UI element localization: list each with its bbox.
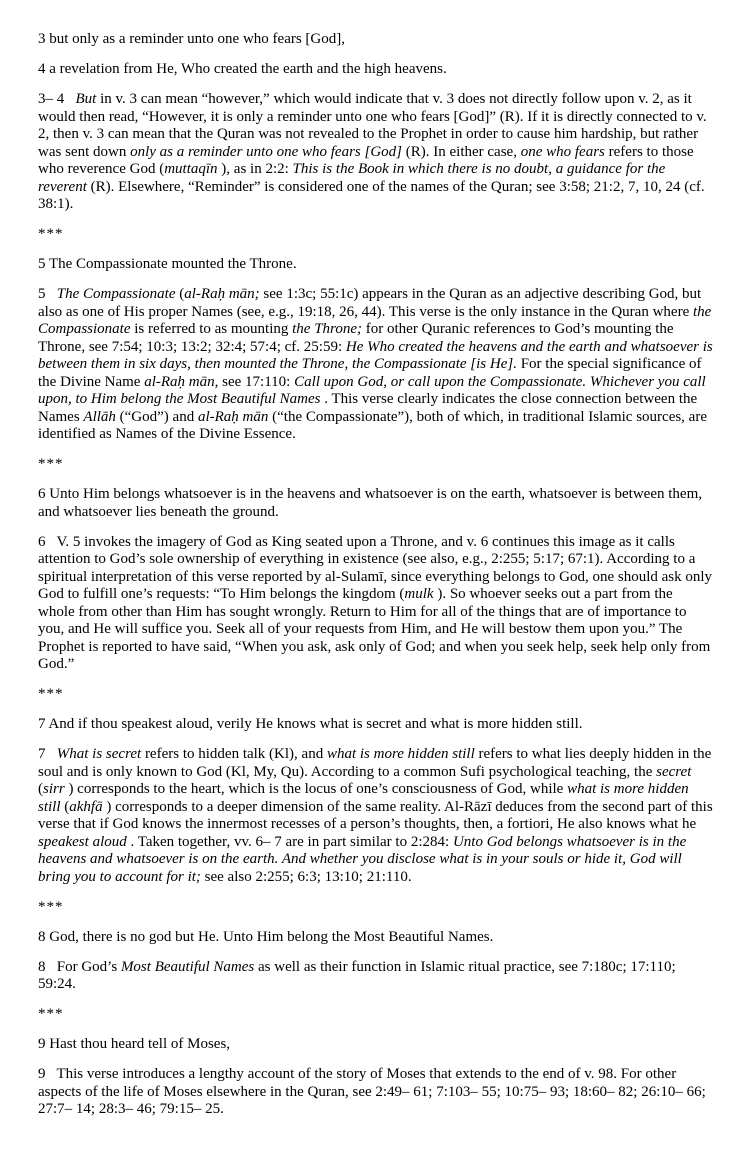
- section-separator: ***: [38, 456, 64, 472]
- text-run: ). So whoever seeks out a part from the whole from other than Him has sought wrongly. Return to Him for all of the things that are of importance to you, and He will suffice you. Seek all of your requests from Him, and He will bestow them upon you.” The Prophet is reported to have said, “When you ask, ask only of God; and when you seek help, seek help only from God.”: [38, 586, 715, 672]
- text-run: see 17:110:: [218, 373, 295, 390]
- italic-run: al-Raḥ mān: [197, 408, 269, 425]
- text-run: 6 Unto Him belongs whatsoever is in the heavens and whatsoever is on the earth, whatsoever is between them, and whatsoever lies beneath the ground.: [38, 486, 706, 520]
- text-run: refers to hidden talk (Kl), and: [141, 746, 327, 762]
- text-run: is referred to as mounting: [130, 321, 293, 337]
- italic-run: what is more hidden still: [38, 781, 693, 815]
- text-run: 8 God, there is no god but He. Unto Him belong the Most Beautiful Names.: [38, 928, 494, 945]
- commentary-paragraph: [38, 286, 717, 444]
- text-run: ) corresponds to the heart, which is the locus of one’s consciousness of God, while: [64, 781, 568, 797]
- text-run: (“the Compassionate”), both of which, in traditional Islamic sources, are identified as Names of the Divine Essence.: [38, 408, 711, 442]
- italic-run: the Throne;: [292, 321, 362, 337]
- italic-run: He Who created the heavens and the earth and whatsoever is between them in six days, then mounted the Throne, the Compassionate [is He].: [38, 338, 717, 372]
- commentary-paragraph: [38, 746, 717, 886]
- text-run: see also 2:255; 6:3; 13:10; 21:110.: [200, 868, 412, 885]
- text-run: in v. 3 can mean “however,” which would indicate that v. 3 does not directly follow upon v. 2, as it would then read, “However, it is only a reminder unto one who fears [God]” (R). If it is directly connected to v. 2, then v. 3 can mean that the Quran was not revealed to the Prophet in order to cause him hardship, but rather was sent down: [38, 91, 711, 160]
- italic-run: speakest aloud: [38, 833, 127, 850]
- text-run: (: [60, 798, 70, 815]
- verse-text: [38, 716, 713, 734]
- verse-text: [38, 256, 713, 274]
- italic-run: Call upon God, or call upon the Compassionate. Whichever you call upon, to Him belong the Most Beautiful Names: [38, 373, 710, 407]
- italic-run: sirr: [43, 781, 65, 797]
- text-run: refers to those who reverence God (: [38, 143, 698, 177]
- text-run: 5 The Compassionate mounted the Throne.: [38, 256, 297, 272]
- italic-run: What is secret: [56, 746, 142, 762]
- text-run: as well as their function in Islamic ritual practice, see 7:180c; 17:110; 59:24.: [38, 958, 680, 992]
- section-separator: ***: [38, 686, 64, 702]
- italic-run: the Compassionate: [38, 303, 716, 337]
- verse-text: [38, 929, 713, 947]
- italic-run: Unto God belongs whatsoever is in the heavens and whatsoever is on the earth. And whether you disclose what is in your souls or hide it, God will bring you to account for it;: [38, 833, 691, 885]
- italic-run: al-Raḥ mān,: [144, 373, 219, 390]
- commentary-paragraph: [38, 533, 716, 674]
- text-run: 8 For God’s: [38, 958, 121, 975]
- text-run: . This verse clearly indicates the close connection between the Names: [38, 391, 701, 425]
- commentary-content: [38, 31, 717, 1119]
- commentary-paragraph: [38, 1066, 713, 1119]
- text-run: 7 And if thou speakest aloud, verily He knows what is secret and what is more hidden still.: [38, 716, 583, 732]
- text-run: 9 This verse introduces a lengthy account of the story of Moses that extends to the end of v. 98. For other aspects of the life of Moses elsewhere in the Quran, see 2:49– 61; 7:103– 55; 10:75– 93; 18:60– 82; 26:10– 66; 27:7– 14; 28:3– 46; 79:15– 25.: [38, 1066, 710, 1117]
- italic-run: al-Raḥ mān;: [184, 286, 260, 302]
- italic-run: But: [75, 91, 97, 107]
- text-run: 3 but only as a reminder unto one who fears [God],: [38, 31, 346, 47]
- section-separator: ***: [38, 226, 64, 242]
- verse-text: [38, 486, 713, 521]
- text-run: 9 Hast thou heard tell of Moses,: [38, 1036, 231, 1052]
- text-run: (: [38, 763, 696, 797]
- italic-run: Most Beautiful Names: [120, 958, 255, 975]
- italic-run: secret: [656, 763, 692, 780]
- text-run: . Taken together, vv. 6– 7 are in part similar to 2:284:: [126, 833, 453, 850]
- verse-text: [38, 1036, 713, 1054]
- text-run: ) corresponds to a deeper dimension of the same reality. Al-Rāzī deduces from the second part of this verse that if God knows the innermost recesses of a person’s thoughts, then, a fortiori, He also knows what he: [38, 798, 717, 832]
- italic-run: one who fears: [520, 143, 605, 160]
- verse-text: [38, 31, 713, 49]
- italic-run: mulk: [404, 586, 434, 602]
- italic-run: This is the Book in which there is no doubt, a guidance for the reverent: [38, 161, 670, 195]
- italic-run: only as a reminder unto one who fears [God]: [130, 143, 403, 160]
- text-run: (R). In either case,: [402, 143, 521, 160]
- text-run: For the special significance of the Divine Name: [38, 356, 706, 390]
- section-separator: ***: [38, 1006, 64, 1022]
- text-run: 3– 4: [38, 91, 76, 107]
- text-run: 6 V. 5 invokes the imagery of God as King seated upon a Throne, and v. 6 continues this image as it calls attention to God’s sole ownership of everything in existence (see also, e.g., 2:255; 5:17; 67:1). According to a spiritual interpretation of this verse reported by al-Sulamī, since everything belongs to God, one should ask only God to fulfill one’s requests: “To Him belongs the kingdom (: [38, 533, 716, 602]
- commentary-paragraph: [38, 91, 713, 214]
- text-run: ), as in 2:2:: [217, 161, 293, 177]
- text-run: see 1:3c; 55:1c) appears in the Quran as an adjective describing God, but also as one of His proper Names (see, e.g., 19:18, 26, 44). This verse is the only instance in the Quran where: [38, 286, 705, 320]
- commentary-paragraph: [38, 959, 713, 994]
- italic-run: what is more hidden still: [326, 746, 475, 762]
- text-run: for other Quranic references to God’s mounting the Throne, see 7:54; 10:3; 13:2; 32:4; 57:4; cf. 25:59:: [38, 321, 678, 355]
- text-run: 4 a revelation from He, Who created the earth and the high heavens.: [38, 61, 447, 77]
- section-separator: ***: [38, 898, 64, 915]
- italic-run: The Compassionate: [56, 286, 176, 302]
- italic-run: Allāh: [83, 408, 116, 425]
- text-run: (: [175, 286, 185, 302]
- italic-run: muttaqīn: [164, 161, 218, 177]
- text-run: (“God”) and: [115, 408, 198, 425]
- text-run: 7: [38, 746, 57, 762]
- text-run: 5: [38, 286, 57, 302]
- verse-text: [38, 61, 713, 79]
- italic-run: akhfā: [69, 798, 103, 815]
- text-run: refers to what lies deeply hidden in the soul and is only known to God (Kl, My, Qu). According to a common Sufi psychological teaching, the: [38, 746, 716, 780]
- text-run: (R). Elsewhere, “Reminder” is considered one of the names of the Quran; see 3:58; 21:2, 7, 10, 24 (cf. 38:1).: [38, 178, 709, 212]
